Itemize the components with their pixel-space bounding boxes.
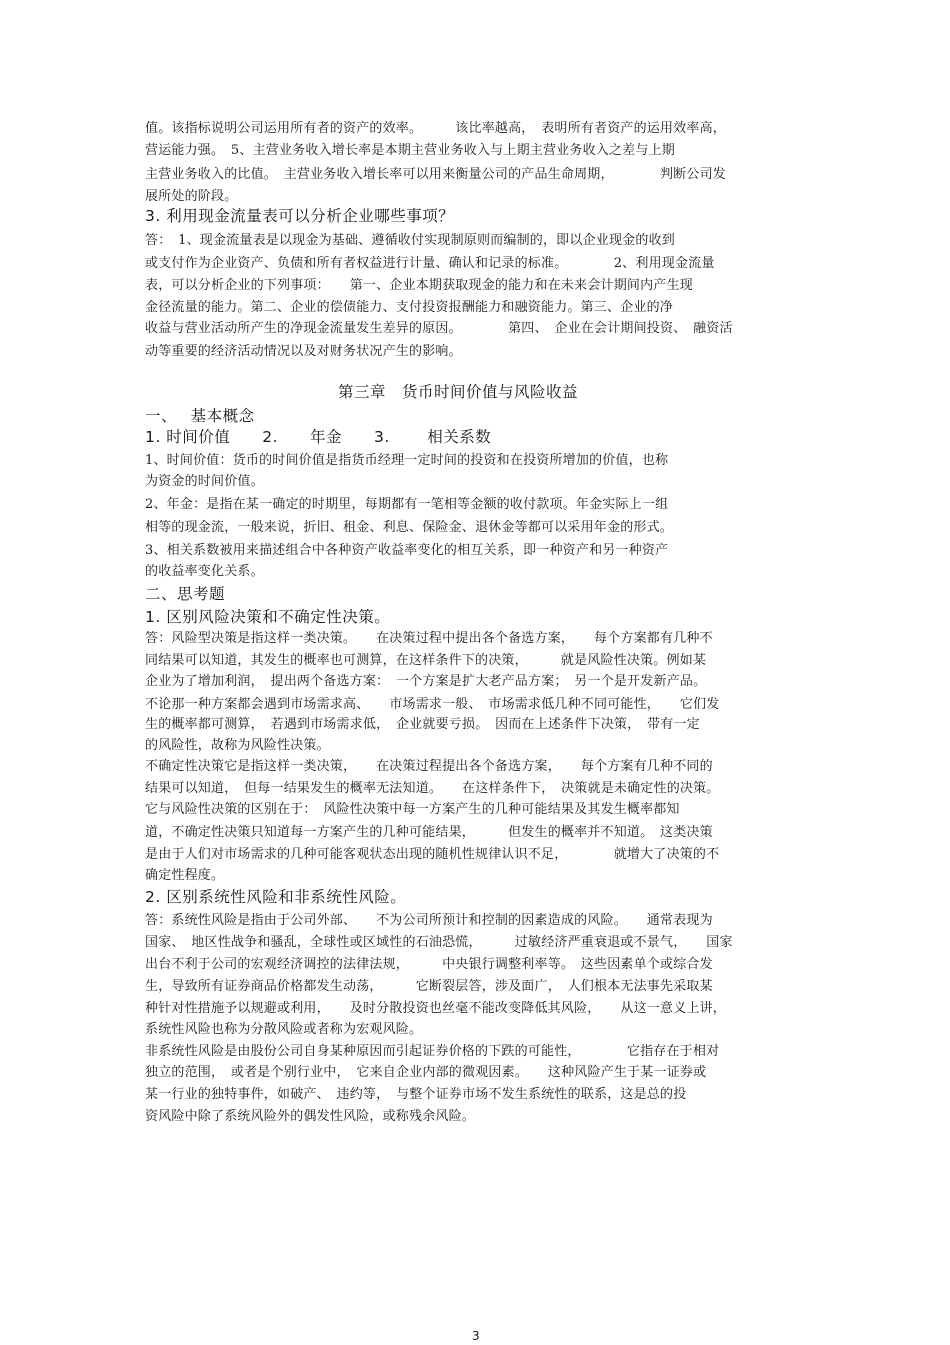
text-line: 动等重要的经济活动情况以及对财务状况产生的影响。 [145,344,462,359]
text-line: 它与风险性决策的区别在于： 风险性决策中每一方案产生的几种可能结果及其发生概率都知 [145,802,680,817]
text-line: 不确定性决策它是指这样一类决策， 在决策过程提出各个备选方案， 每个方案有几种不同的 [145,759,713,774]
text-line: 收益与营业活动所产生的净现金流量发生差异的原因。 第四、 企业在会计期间投资、 融资活 [145,321,733,336]
section-heading: 二、思考题 [145,585,226,603]
text-line: 1、时间价值：货币的时间价值是指货币经理一定时间的投资和在投资所增加的价值，也称 [145,453,669,468]
concept-list-heading: 1. 时间价值 2. 年金 3. 相关系数 [145,428,492,446]
text-line: 确定性程度。 [145,868,225,883]
text-line: 是由于人们对市场需求的几种可能客观状态出现的随机性规律认识不足， 就增大了决策的不 [145,847,720,862]
text-line: 的收益率变化关系。 [145,564,264,579]
text-line: 生，导致所有证券商品价格都发生动荡， 它断裂层答，涉及面广， 人们根本无法事先采取某 [145,979,713,994]
text-line: 系统性风险也称为分散风险或者称为宏观风险。 [145,1022,423,1037]
text-line: 结果可以知道， 但每一结果发生的概率无法知道。 在这样条件下， 决策就是未确定性的决策。 [145,781,720,796]
text-line: 答： 1、现金流量表是以现金为基础、遵循收付实现制原则而编制的，即以企业现金的收到 [145,233,675,248]
text-line: 或支付作为企业资产、负债和所有者权益进行计量、确认和记录的标准。 2、利用现金流量 [145,256,715,271]
text-line: 同结果可以知道，其发生的概率也可测算，在这样条件下的决策， 就是风险性决策。例如某 [145,653,707,668]
text-line: 主营业务收入的比值。 主营业务收入增长率可以用来衡量公司的产品生命周期， 判断公司发 [145,167,727,182]
text-line: 不论那一种方案都会遇到市场需求高、 市场需求一般、 市场需求低几种不同可能性， 它们发 [145,697,720,712]
text-line: 非系统性风险是由股份公司自身某种原因而引起证券价格的下跌的可能性， 它指存在于相对 [145,1044,720,1059]
text-line: 的风险性，故称为风险性决策。 [145,738,330,753]
text-line: 生的概率都可测算， 若遇到市场需求低， 企业就要亏损。 因而在上述条件下决策， 带有一定 [145,717,700,732]
chapter-title: 第三章 货币时间价值与风险收益 [338,383,579,401]
page-number: 3 [472,1329,480,1343]
text-line: 相等的现金流，一般来说，折旧、租金、利息、保险金、退休金等都可以采用年金的形式。 [145,520,674,535]
text-line: 国家、 地区性战争和骚乱，全球性或区域性的石油恐慌， 过敏经济严重衰退或不景气， 国家 [145,935,733,950]
text-line: 值。该指标说明公司运用所有者的资产的效率。 该比率越高， 表明所有者资产的运用效率高， [145,121,727,136]
section-heading: 一、 基本概念 [145,407,255,425]
text-line: 某一行业的独特事件，如破产、 违约等， 与整个证券市场不发生系统性的联系，这是总的投 [145,1087,687,1102]
text-line: 表，可以分析企业的下列事项： 第一、企业本期获取现金的能力和在未来会计期间内产生现 [145,278,693,293]
text-line: 独立的范围， 或者是个别行业中， 它来自企业内部的微观因素。 这种风险产生于某一证券或 [145,1065,707,1080]
question-heading: 1. 区别风险决策和不确定性决策。 [145,608,391,626]
text-line: 2、年金：是指在某一确定的时期里，每期都有一笔相等金额的收付款项。年金实际上一组 [145,497,669,512]
text-line: 答：风险型决策是指这样一类决策。 在决策过程中提出各个备选方案， 每个方案都有几种不 [145,631,713,646]
text-line: 出台不利于公司的宏观经济调控的法律法规， 中央银行调整利率等。 这些因素单个或综合发 [145,957,713,972]
text-line: 3、相关系数被用来描述组合中各种资产收益率变化的相互关系，即一种资产和另一种资产 [145,543,669,558]
text-line: 资风险中除了系统风险外的偶发性风险，或称残余风险。 [145,1109,476,1124]
question-heading: 2. 区别系统性风险和非系统性风险。 [145,888,407,906]
question-heading: 3. 利用现金流量表可以分析企业哪些事项？ [145,207,455,225]
text-line: 营运能力强。 5、主营业务收入增长率是本期主营业务收入与上期主营业务收入之差与上期 [145,143,675,158]
text-line: 展所处的阶段。 [145,189,238,204]
text-line: 为资金的时间价值。 [145,474,264,489]
text-line: 金径流量的能力。第二、企业的偿债能力、支付投资报酬能力和融资能力。第三、企业的净 [145,300,674,315]
text-line: 答：系统性风险是指由于公司外部、 不为公司所预计和控制的因素造成的风险。 通常表现为 [145,913,713,928]
text-line: 种针对性措施予以规避或利用， 及时分散投资也丝毫不能改变降低其风险， 从这一意义上讲， [145,1001,727,1016]
text-line: 企业为了增加利润， 提出两个备选方案： 一个方案是扩大老产品方案； 另一个是开发新产品。 [145,674,707,689]
text-line: 道，不确定性决策只知道每一方案产生的几种可能结果， 但发生的概率并不知道。 这类决策 [145,825,713,840]
